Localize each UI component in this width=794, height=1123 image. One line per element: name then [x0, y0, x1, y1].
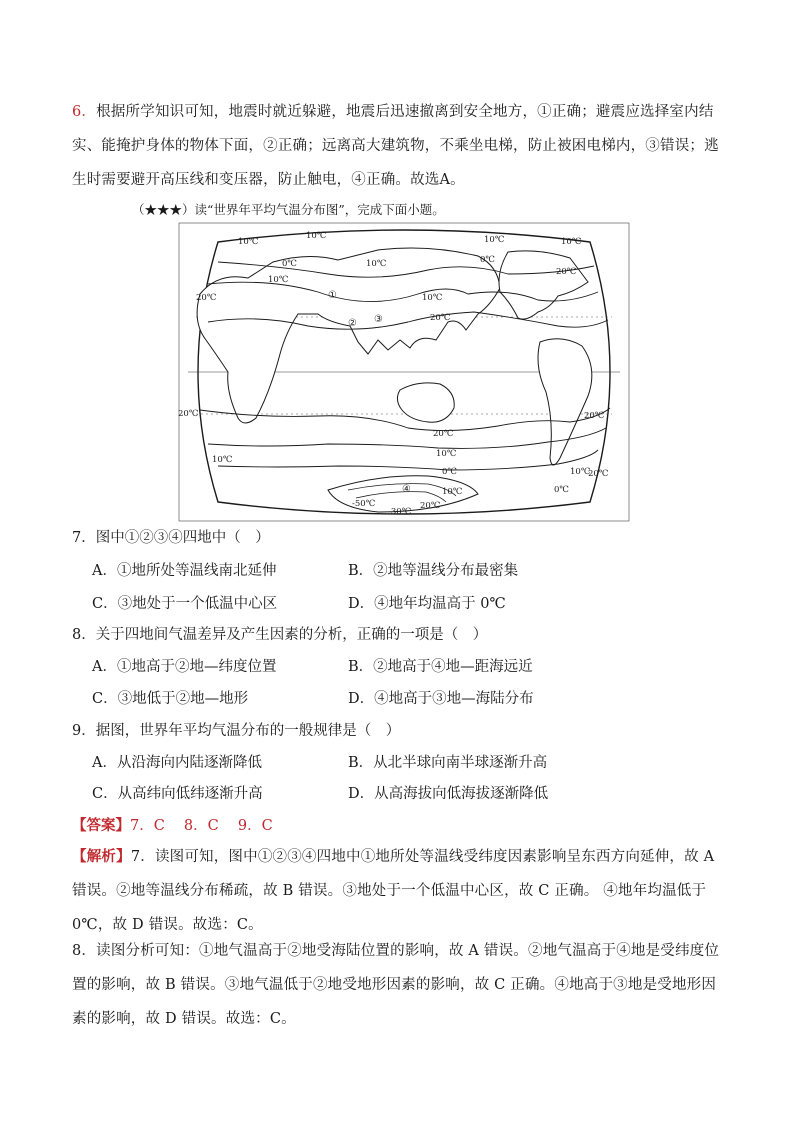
- map-label-t0c: 0℃: [442, 467, 457, 477]
- map-label-t10k: 10℃: [442, 487, 463, 497]
- map-label-t20f: 20℃: [433, 429, 454, 439]
- map-label-t10h: 10℃: [436, 449, 457, 459]
- map-label-t20h: 20℃: [588, 469, 609, 479]
- analysis-8-text: 8．读图分析可知：①地气温高于②地受海陆位置的影响，故 A 错误。②地气温高于④地是受纬度位置的影响，故 B 错误。③地气温低于②地受地形因素的影响，故 C 正确。④地高于③地是受地形因素的影响，故 D 错误。故选：C。: [72, 943, 720, 1027]
- map-label-t20g: 20℃: [420, 501, 441, 511]
- intro-text: 读“世界年平均气温分布图”，完成下面小题。: [194, 202, 445, 217]
- analysis-key: 【解析】: [72, 848, 131, 865]
- q6-explanation: [72, 95, 724, 197]
- q9-stem: 9．据图，世界年平均气温分布的一般规律是（ ）: [72, 723, 401, 739]
- q9-option-c[interactable]: C．从高纬向低纬逐渐升高: [92, 786, 263, 802]
- map-label-t10e: 10℃: [366, 259, 387, 269]
- map-label-t50: -50℃: [352, 499, 376, 509]
- analysis-7: [72, 840, 724, 942]
- q9-option-b[interactable]: B．从北半球向南半球逐渐升高: [348, 755, 548, 771]
- passage-intro: [132, 200, 445, 218]
- map-label-t10g: 10℃: [268, 275, 289, 285]
- analysis-7-text: 7．读图可知，图中①②③④四地中①地所处等温线受纬度因素影响呈东西方向延伸，故 A 错误。②地等温线分布稀疏，故 B 错误。③地处于一个低温中心区，故 C 正确。 ④地年均温低于 0℃，故 D 错误。故选：C。: [72, 849, 715, 933]
- q8-option-b[interactable]: B．②地高于④地—距海远近: [348, 659, 533, 675]
- map-svg: [178, 222, 630, 522]
- map-label-t0b: 0℃: [480, 255, 495, 265]
- map-label-t20e: 20℃: [584, 411, 605, 421]
- answer-values: 7．C 8．C 9．C: [130, 818, 273, 834]
- map-marker-4: ④: [402, 484, 411, 495]
- map-marker-3: ③: [374, 314, 383, 325]
- map-label-t20c: 20℃: [556, 267, 577, 277]
- q7-option-c[interactable]: C．③地处于一个低温中心区: [92, 596, 278, 612]
- map-label-t10d: 10℃: [484, 235, 505, 245]
- q7-option-b[interactable]: B．②地等温线分布最密集: [348, 563, 519, 579]
- q7-option-d[interactable]: D．④地年均温高于 0℃: [348, 596, 506, 612]
- q9-option-d[interactable]: D．从高海拔向低海拔逐渐降低: [348, 786, 549, 802]
- difficulty-stars: （★★★）: [132, 202, 195, 217]
- answer-line: [72, 814, 273, 835]
- analysis-8: [72, 934, 724, 1036]
- map-label-t0a: 0℃: [282, 259, 297, 269]
- world-temperature-map: [178, 222, 630, 522]
- map-label-t20a: 20℃: [196, 293, 217, 303]
- q8-option-c[interactable]: C．③地低于②地—地形: [92, 691, 249, 707]
- q8-stem: 8．关于四地间气温差异及产生因素的分析，正确的一项是（ ）: [72, 627, 488, 643]
- map-label-t10f: 10℃: [238, 237, 259, 247]
- q7-stem: 7．图中①②③④四地中（ ）: [72, 530, 270, 546]
- map-label-t0d: 0℃: [554, 485, 569, 495]
- map-label-t10j: 10℃: [570, 467, 591, 477]
- map-label-t10b: 10℃: [422, 293, 443, 303]
- map-marker-2: ②: [348, 318, 357, 329]
- q6-number: 6．: [72, 104, 97, 120]
- q8-option-a[interactable]: A．①地高于②地—纬度位置: [92, 659, 277, 675]
- map-label-t10c: 10℃: [561, 237, 582, 247]
- map-label-t30: -30℃: [388, 507, 412, 517]
- q6-text: 根据所学知识可知，地震时就近躲避，地震后迅速撤离到安全地方，①正确；避震应选择室内结实、能掩护身体的物体下面，②正确；远离高大建筑物，不乘坐电梯，防止被困电梯内，③错误；逃生时需要避开高压线和变压器，防止触电，④正确。故选A。: [72, 104, 719, 188]
- answer-key: 【答案】: [72, 817, 130, 834]
- map-marker-1: ①: [328, 290, 337, 301]
- map-label-t20b: 20℃: [430, 313, 451, 323]
- q8-option-d[interactable]: D．④地高于③地—海陆分布: [348, 691, 534, 707]
- map-label-t20d: 20℃: [178, 409, 199, 419]
- map-label-t10a: 10℃: [306, 231, 327, 241]
- map-label-t10i: 10℃: [212, 455, 233, 465]
- q7-option-a[interactable]: A．①地所处等温线南北延伸: [92, 563, 277, 579]
- q9-option-a[interactable]: A．从沿海向内陆逐渐降低: [92, 755, 262, 771]
